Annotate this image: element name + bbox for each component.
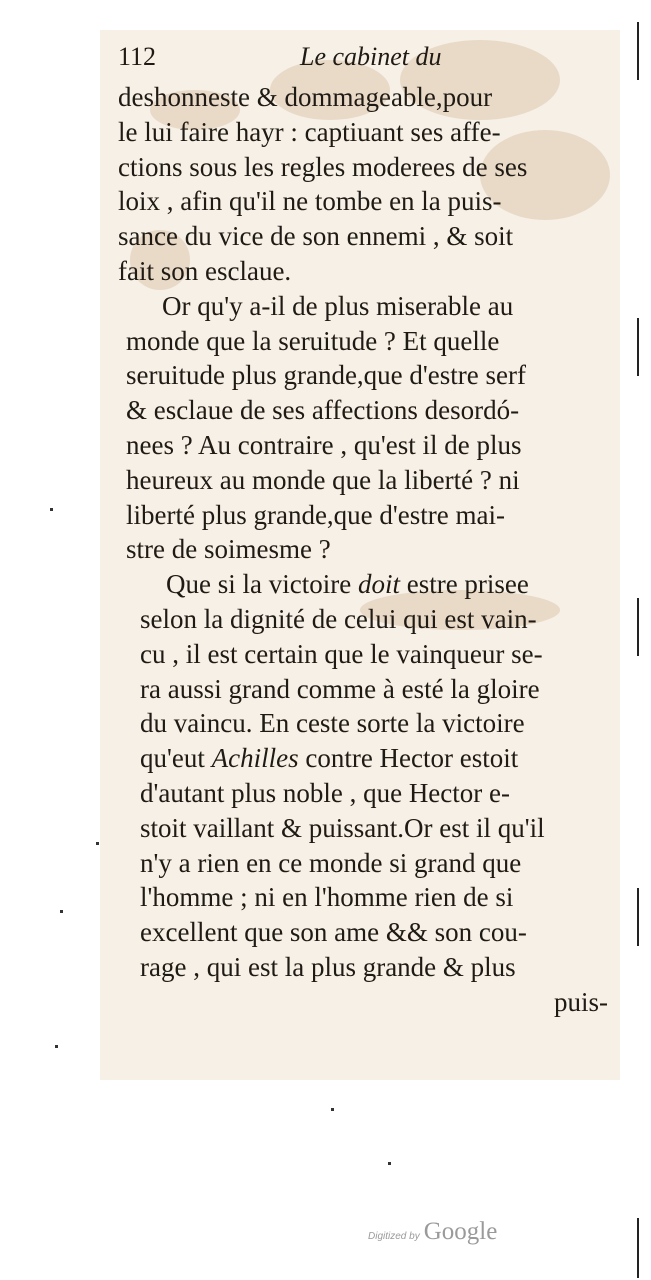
italic-word: doit	[357, 569, 400, 600]
running-head-title: Le cabinet du	[300, 42, 442, 71]
scan-speck	[388, 1162, 391, 1165]
text-segment: qu'eut	[140, 743, 212, 774]
text-line: le lui faire hayr : captiuant ses affe-	[118, 116, 501, 147]
text-line: & esclaue de ses affections desordó-	[126, 395, 520, 426]
scan-edge-line	[637, 888, 639, 946]
text-line: deshonneste & dommageable,pour	[118, 82, 493, 112]
text-line: nees ? Au contraire , qu'est il de plus	[126, 429, 522, 460]
text-line: du vaincu. En ceste sorte la victoire	[140, 708, 525, 739]
text-segment: Que si la victoire	[166, 569, 358, 600]
text-line: heureux au monde que la liberté ? ni	[126, 464, 520, 495]
text-line: stre de soimesme ?	[126, 534, 331, 565]
text-line: rage , qui est la plus grande & plus	[140, 951, 516, 982]
text-line	[118, 741, 608, 776]
text-line: selon la dignité de celui qui est vain-	[140, 603, 537, 634]
text-segment: contre Hector estoit	[298, 743, 519, 774]
text-line: ctions sous les regles moderees de ses	[118, 151, 528, 182]
scan-edge-line	[637, 1218, 639, 1278]
text-line: Or qu'y a-il de plus miserable au	[162, 290, 514, 321]
text-line: d'autant plus noble , que Hector e-	[140, 777, 510, 808]
scan-speck	[55, 1045, 58, 1048]
text-line	[118, 567, 608, 602]
watermark-logo: Google	[423, 1218, 498, 1245]
scan-speck	[96, 842, 99, 845]
scan-edge-line	[637, 318, 639, 376]
text-line: l'homme ; ni en l'homme rien de si	[140, 882, 514, 913]
text-line: sance du vice de son ennemi , & soit	[118, 221, 514, 252]
text-line-catchword: puis-	[554, 986, 608, 1017]
scan-edge-line	[637, 598, 639, 656]
italic-word: Achilles	[211, 743, 299, 774]
text-line: excellent que son ame && son cou-	[140, 917, 527, 948]
text-line: cu , il est certain que le vainqueur se-	[140, 638, 543, 669]
body-text	[118, 80, 608, 1020]
text-line: seruitude plus grande,que d'estre serf	[126, 360, 526, 391]
text-line: ra aussi grand comme à esté la gloire	[140, 673, 540, 704]
scan-edge-line	[637, 22, 639, 80]
text-segment: estre prisee	[399, 569, 529, 600]
text-line: fait son esclaue.	[118, 255, 292, 286]
scan-speck	[331, 1108, 334, 1111]
digitization-watermark	[368, 1218, 497, 1246]
text-line: stoit vaillant & puissant.Or est il qu'il	[140, 812, 545, 843]
text-line: loix , afin qu'il ne tombe en la puis-	[118, 186, 502, 217]
text-line: monde que la seruitude ? Et quelle	[126, 325, 500, 356]
scan-speck	[50, 508, 53, 511]
text-line: liberté plus grande,que d'estre mai-	[126, 499, 505, 530]
watermark-caption: Digitized by	[368, 1231, 420, 1242]
page-number: 112	[118, 42, 157, 71]
text-line: n'y a rien en ce monde si grand que	[140, 847, 522, 878]
scan-speck	[60, 910, 63, 913]
